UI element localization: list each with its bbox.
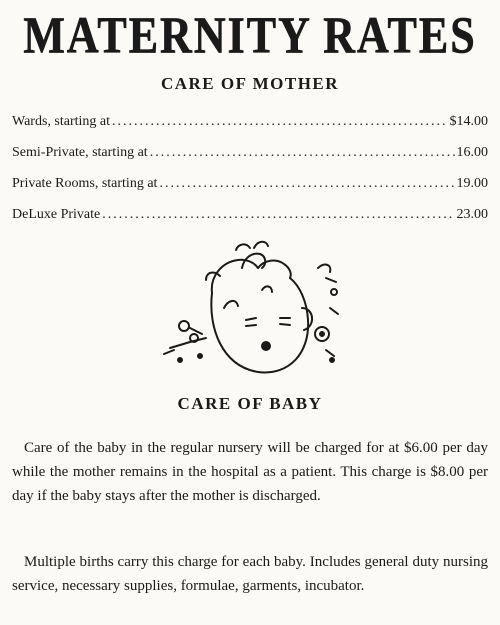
care-of-mother-heading: CARE OF MOTHER [160, 74, 340, 93]
page-title: MATERNITY RATES [23, 6, 477, 65]
rate-label: Private Rooms, starting at [12, 176, 158, 191]
rate-label: Semi-Private, starting at [12, 145, 148, 160]
dot-leader [159, 176, 454, 192]
rate-price: 16.00 [456, 145, 488, 160]
baby-care-paragraph: Care of the baby in the regular nursery will be charged for at $6.00 per day while the mother remains in the hospital as a patient. This charge is $8.00 per day if the baby stays after the mother is discharged. [12, 440, 488, 504]
dot-leader [102, 207, 454, 223]
rate-row-semi-private [12, 145, 488, 176]
rate-row-deluxe-private [12, 207, 488, 238]
care-of-baby-heading: CARE OF BABY [177, 394, 323, 413]
rates-list [12, 114, 488, 238]
rate-price: 19.00 [456, 176, 488, 191]
rate-row-private-rooms [12, 176, 488, 207]
baby-face-icon [150, 238, 350, 388]
rate-label: Wards, starting at [12, 114, 111, 129]
rate-price: 23.00 [456, 207, 488, 222]
rate-label: DeLuxe Private [12, 207, 101, 222]
dot-leader [150, 145, 455, 161]
dot-leader [112, 114, 447, 130]
rate-row-wards [12, 114, 488, 145]
multiple-births-paragraph: Multiple births carry this charge for each baby. Includes general duty nursing service, necessary supplies, formulae, garments, incubator. [12, 554, 488, 594]
rate-price: $14.00 [449, 114, 488, 129]
